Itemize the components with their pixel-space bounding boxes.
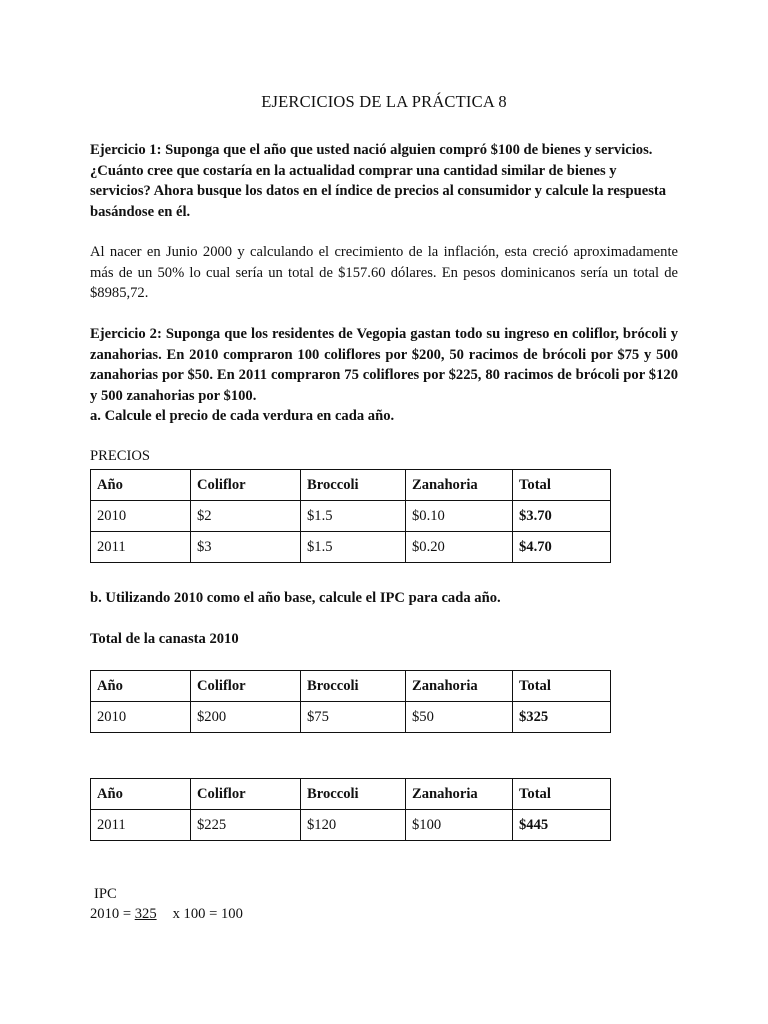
- header-cell: Año: [91, 470, 191, 501]
- total-cell: $325: [513, 702, 611, 733]
- exercise-2-part-a: a. Calcule el precio de cada verdura en cada año.: [90, 408, 395, 424]
- canasta-2010-label: Total de la canasta 2010: [90, 631, 239, 647]
- header-cell: Año: [91, 779, 191, 810]
- table-cell: $225: [191, 810, 301, 841]
- ipc-label: IPC: [94, 886, 117, 902]
- table-cell: $50: [406, 702, 513, 733]
- header-cell: Coliflor: [191, 470, 301, 501]
- table-cell: $200: [191, 702, 301, 733]
- header-cell: Total: [513, 671, 611, 702]
- table-header-row: [91, 470, 611, 501]
- ipc-formula: [90, 906, 243, 923]
- table-cell: 2011: [91, 532, 191, 563]
- table-cell: $2: [191, 501, 301, 532]
- prices-label: PRECIOS: [90, 448, 151, 464]
- table-row: [91, 501, 611, 532]
- table-cell: $3: [191, 532, 301, 563]
- header-cell: Zanahoria: [406, 470, 513, 501]
- table-cell: $75: [301, 702, 406, 733]
- basket-2011-table: [90, 778, 611, 841]
- ipc-suffix: x 100 = 100: [172, 906, 243, 922]
- header-cell: Coliflor: [191, 671, 301, 702]
- table-cell: 2011: [91, 810, 191, 841]
- table-header-row: [91, 671, 611, 702]
- prices-table: [90, 469, 611, 563]
- header-cell: Zanahoria: [406, 779, 513, 810]
- header-cell: Año: [91, 671, 191, 702]
- table-cell: $120: [301, 810, 406, 841]
- header-cell: Broccoli: [301, 470, 406, 501]
- table-header-row: [91, 779, 611, 810]
- header-cell: Zanahoria: [406, 671, 513, 702]
- table-cell: $1.5: [301, 501, 406, 532]
- table-cell: 2010: [91, 501, 191, 532]
- exercise-2-question: Ejercicio 2: Suponga que los residentes de Vegopia gastan todo su ingreso en coliflor, brócoli y zanahorias. En 2010 compraron 100 coliflores por $200, 50 racimos de brócoli por $75 y 500 zanahorias por $50. En 2011 compraron 75 coliflores por $225, 80 racimos de brócoli por $120 y 500 zanahorias por $100.: [90, 326, 678, 404]
- total-cell: $3.70: [513, 501, 611, 532]
- ipc-numerator: 325: [134, 906, 157, 922]
- header-cell: Broccoli: [301, 671, 406, 702]
- exercise-1-answer: Al nacer en Junio 2000 y calculando el crecimiento de la inflación, esta creció aproximadamente más de un 50% lo cual sería un total de $157.60 dólares. En pesos dominicanos sería un total de $8985,72.: [90, 244, 678, 301]
- header-cell: Total: [513, 779, 611, 810]
- table-cell: $0.20: [406, 532, 513, 563]
- table-row: [91, 532, 611, 563]
- table-cell: $0.10: [406, 501, 513, 532]
- table-cell: $100: [406, 810, 513, 841]
- table-cell: 2010: [91, 702, 191, 733]
- table-cell: $1.5: [301, 532, 406, 563]
- header-cell: Total: [513, 470, 611, 501]
- total-cell: $445: [513, 810, 611, 841]
- header-cell: Coliflor: [191, 779, 301, 810]
- basket-2010-table: [90, 670, 611, 733]
- table-row: [91, 810, 611, 841]
- table-row: [91, 702, 611, 733]
- document-title: EJERCICIOS DE LA PRÁCTICA 8: [261, 92, 507, 111]
- exercise-2-part-b: b. Utilizando 2010 como el año base, calcule el IPC para cada año.: [90, 590, 501, 606]
- ipc-prefix: 2010 =: [90, 906, 135, 922]
- exercise-1-question: Ejercicio 1: Suponga que el año que usted nació alguien compró $100 de bienes y servicios. ¿Cuánto cree que costaría en la actualidad comprar una cantidad similar de bienes y servicios? Ahora busque los datos en el índice de precios al consumidor y calcule la respuesta basándose en él.: [90, 142, 667, 220]
- total-cell: $4.70: [513, 532, 611, 563]
- header-cell: Broccoli: [301, 779, 406, 810]
